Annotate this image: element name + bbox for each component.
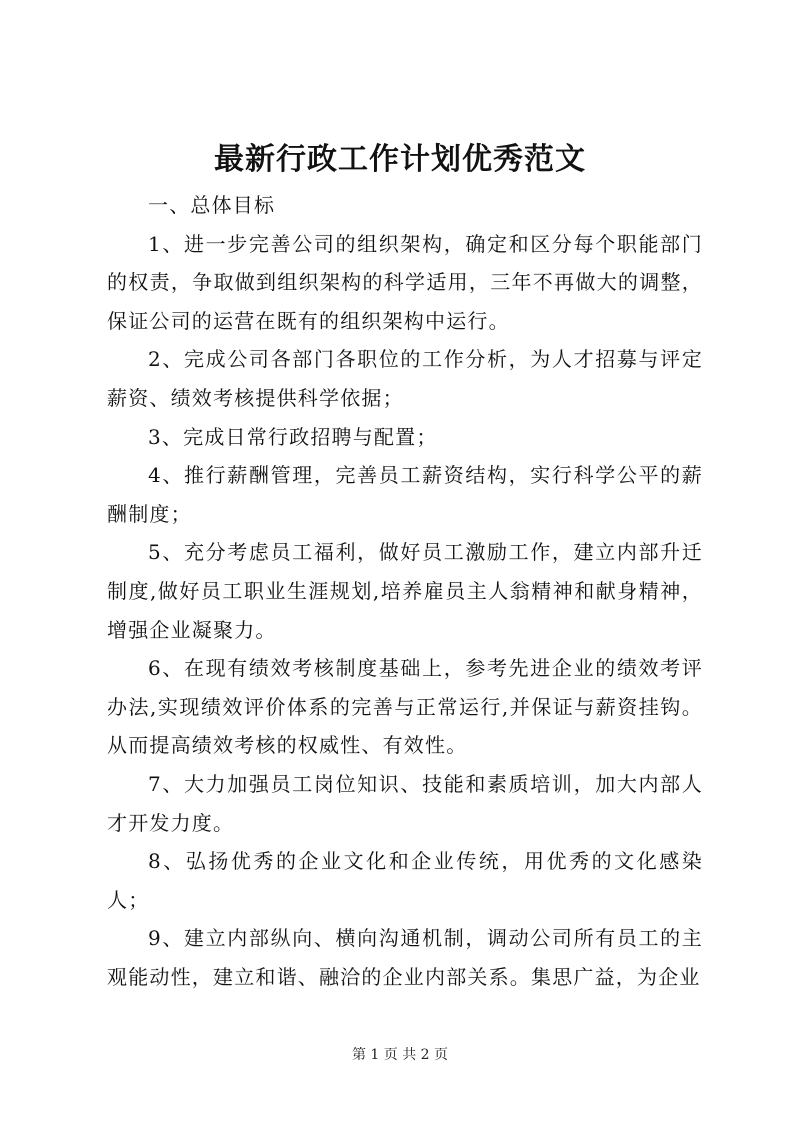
document-title: 最新行政工作计划优秀范文: [214, 142, 586, 177]
paragraph: 5、充分考虑员工福利，做好员工激励工作，建立内部升迁制度,做好员工职业生涯规划,培养雇员主人翁精神和献身精神，增强企业凝聚力。: [107, 540, 703, 642]
paragraph: 4、推行薪酬管理，完善员工薪资结构，实行科学公平的薪酬制度；: [107, 463, 703, 526]
section-heading: 一、总体目标: [148, 193, 276, 217]
paragraph: 3、完成日常行政招聘与配置；: [148, 424, 438, 449]
paragraph: 7、大力加强员工岗位知识、技能和素质培训，加大内部人才开发力度。: [107, 771, 703, 835]
paragraph: 1、进一步完善公司的组织架构，确定和区分每个职能部门的权责，争取做到组织架构的科学适用，三年不再做大的调整，保证公司的运营在既有的组织架构中运行。: [107, 231, 703, 333]
paragraph: 8、弘扬优秀的企业文化和企业传统，用优秀的文化感染人；: [107, 849, 703, 912]
paragraph: 9、建立内部纵向、横向沟通机制，调动公司所有员工的主观能动性，建立和谐、融洽的企业内部关系。集思广益，为企业: [107, 926, 703, 989]
paragraph: 2、完成公司各部门各职位的工作分析，为人才招募与评定薪资、绩效考核提供科学依据；: [107, 347, 703, 410]
paragraph: 6、在现有绩效考核制度基础上，参考先进企业的绩效考评办法,实现绩效评价体系的完善与正常运行,并保证与薪资挂钩。从而提高绩效考核的权威性、有效性。: [107, 656, 703, 758]
page-number: 第 1 页 共 2 页: [351, 1047, 449, 1063]
document-body: [107, 186, 703, 996]
